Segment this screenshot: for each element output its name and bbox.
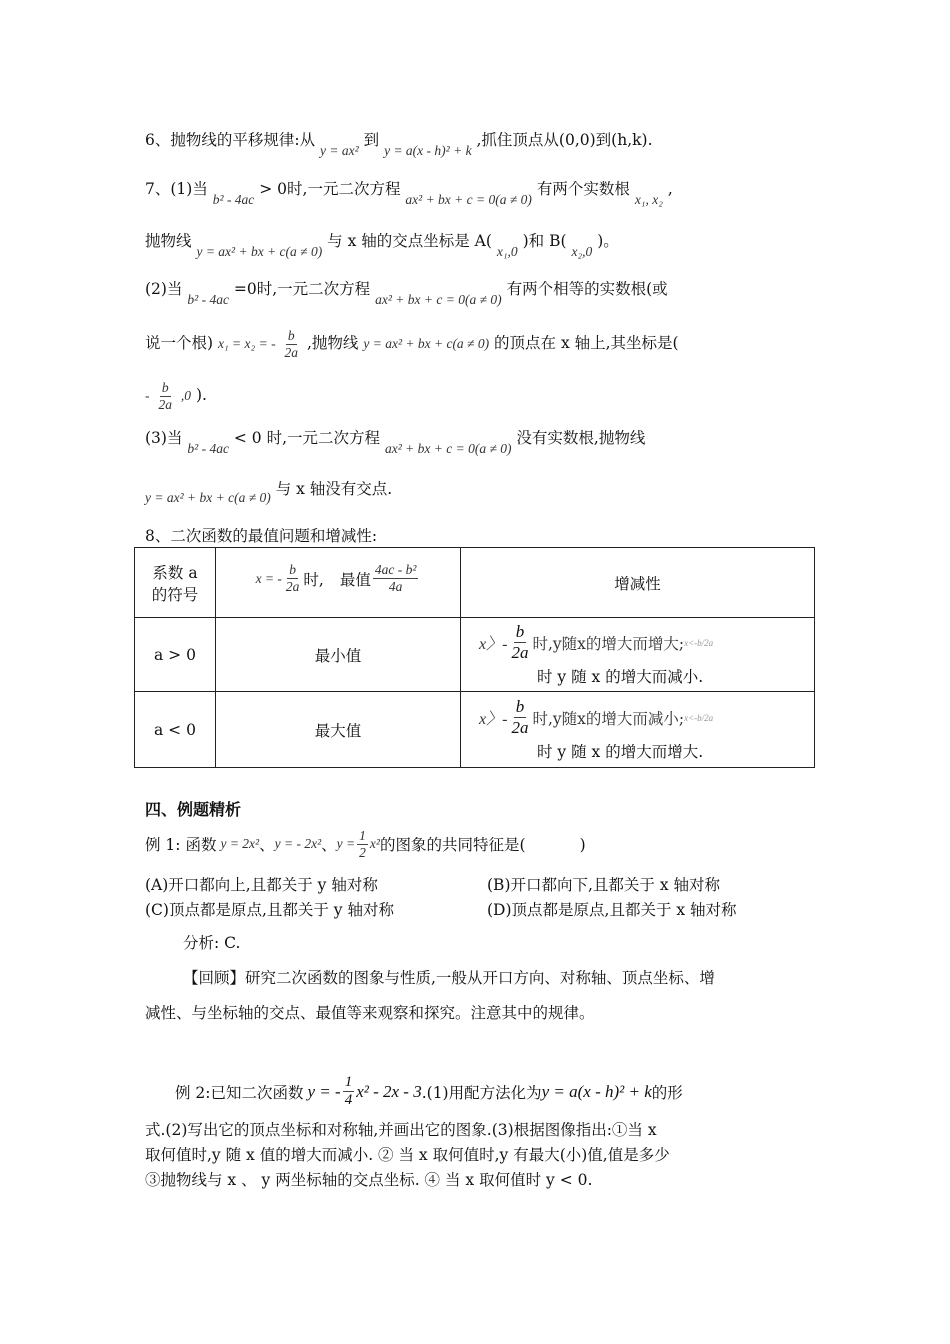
option-b: (B)开口都向下,且都关于 x 轴对称 [487,876,721,894]
text: 的形 [651,1083,683,1102]
text: )和 B( [522,232,567,250]
text: (3)当 [145,429,183,447]
denominator: 2a [511,643,529,662]
formula: y = - 2x² [274,836,322,852]
formula: y = a(x - h)² + k [541,1081,652,1101]
header-text: 增减性 [614,574,661,593]
formula: x〉- [479,711,508,728]
cell [135,618,216,692]
formula: y = a(x - h)² + k [384,143,472,158]
text: , [667,180,673,198]
text: 有两个实数根 [536,180,630,198]
formula: x₁ = x₂ = - [218,336,276,352]
point-7-1b [145,229,619,259]
formula: x₁,0 [496,244,518,259]
text: ). [195,386,207,405]
denominator: 2a [511,718,529,737]
cell-text: x<-b/2a [684,712,714,723]
point-7-3b [145,477,393,505]
example-2-line-3: 取何值时,y 随 x 值的增大而减小. ② 当 x 取何值时,y 有最大(小)值,值是多少 [145,1146,670,1164]
formula: b² - 4ac [187,292,229,307]
numerator: 4ac - b² [374,562,417,578]
header-cell [216,548,461,618]
text: < 0 时,一元二次方程 [233,429,381,447]
formula: ax² + bx + c = 0(a ≠ 0) [405,192,532,207]
denominator: 4a [388,579,403,594]
formula: y = [336,836,356,852]
formula: x₁, x₂ [634,192,663,207]
example-2 [175,1074,683,1110]
header-cell [461,548,815,618]
text: 8、二次函数的最值问题和增减性: [145,527,378,545]
formula: y = ax² [320,143,359,158]
point-8-title [145,524,377,546]
text: )。 [597,232,619,250]
formula: y = ax² + bx + c(a ≠ 0) [145,490,271,505]
text: 7、(1)当 [145,180,208,198]
numerator: b [515,697,525,717]
text: 与 x 轴的交点坐标是 A( [327,232,492,250]
denominator: 2a [285,579,300,594]
formula: ,0 [180,388,191,404]
text: ,抓住顶点从(0,0)到(h,k). [476,131,653,149]
text: 抛物线 [145,232,192,250]
numerator: b [289,562,297,578]
table-row [135,618,815,692]
text: > 0时,一元二次方程 [259,180,401,198]
formula: y = 2x² [220,836,260,852]
header-text: 最值 [339,570,371,589]
text: 6、抛物线的平移规律:从 [145,131,316,149]
point-6 [145,128,653,158]
formula: x = - [255,570,282,586]
text: 的图象的共同特征是( ) [379,836,586,855]
text: 的顶点在 x 轴上,其坐标是( [494,334,679,353]
point-7-2 [145,277,668,307]
cell-text: x<-b/2a [684,637,714,648]
text: .(1)用配方法化为 [421,1083,542,1102]
text: =0时,一元二次方程 [233,280,371,298]
formula: b² - 4ac [212,192,255,207]
point-7-1 [145,177,673,207]
formula: x² - 2x - 3 [356,1081,422,1101]
example-2-line-2: 式.(2)写出它的顶点坐标和对称轴,并画出它的图象.(3)根据图像指出:①当 x [145,1121,657,1139]
formula: y = - [307,1081,341,1101]
formula: ax² + bx + c = 0(a ≠ 0) [375,292,502,307]
header-text: 的符号 [151,585,199,604]
text: 与 x 轴没有交点. [275,480,393,498]
option-d: (D)顶点都是原点,且都关于 x 轴对称 [487,901,737,919]
denominator: 4 [344,1092,353,1109]
cell [216,618,461,692]
formula: b² - 4ac [187,441,229,456]
formula: x² [369,836,380,852]
text: 有两个相等的实数根(或 [506,280,668,298]
cell-text: a > 0 [154,645,196,664]
text: 、 [321,836,337,855]
option-c: (C)顶点都是原点,且都关于 y 轴对称 [145,901,394,919]
fraction [357,828,368,860]
text: 、 [259,836,275,855]
section-heading [145,797,241,820]
fraction [509,697,530,737]
numerator: 1 [343,1074,355,1092]
cell [135,692,216,768]
header-text: 系数 a [152,563,198,582]
formula: x〉- [479,636,508,653]
point-7-3 [145,426,646,456]
cell-text: a < 0 [154,720,196,739]
fraction [509,622,530,662]
cell [216,692,461,768]
formula: ax² + bx + c = 0(a ≠ 0) [384,441,512,456]
fraction [373,562,419,594]
option-a: (A)开口都向上,且都关于 y 轴对称 [145,876,378,894]
fraction [156,380,174,412]
text: (2)当 [145,280,183,298]
cell-text: 时 y 随 x 的增大而增大. [537,742,704,761]
numerator: b [287,328,295,343]
text: 例 2:已知二次函数 [175,1083,304,1102]
table-row [135,548,815,618]
cell-text: 最大值 [314,721,362,740]
text: 没有实数根,抛物线 [516,429,646,447]
header-cell [135,548,216,618]
cell [461,618,815,692]
numerator: 1 [359,828,366,843]
formula: - [145,388,150,404]
point-7-2b [145,328,679,360]
denominator: 2 [359,844,366,860]
formula: y = ax² + bx + c(a ≠ 0) [196,244,323,259]
text: 到 [363,131,380,149]
formula: y = ax² + bx + c(a ≠ 0) [363,336,490,352]
formula: x₂,0 [571,244,593,259]
point-7-2c [145,380,207,412]
denominator: 2a [158,396,172,412]
text: ,抛物线 [306,334,359,353]
fraction [283,328,301,360]
denominator: 2a [284,344,299,360]
cell-text: 时 y 随 x 的增大而减小. [537,667,704,686]
cell [461,692,815,768]
cell-text: 最小值 [314,646,362,665]
section-title: 四、例题精析 [145,800,242,819]
table-row [135,692,815,768]
cell-text: 时,y随x的增大而增大; [532,634,685,653]
max-min-table [134,547,815,768]
fraction [343,1074,355,1110]
review-line-2: 减性、与坐标轴的交点、最值等来观察和探究。注意其中的规律。 [145,1004,595,1022]
cell-text: 时,y随x的增大而减小; [532,709,685,728]
numerator: b [515,622,525,642]
text: 例 1: 函数 [145,836,217,855]
analysis: 分析: C. [183,934,241,952]
review-line-1: 【回顾】研究二次函数的图象与性质,一般从开口方向、对称轴、顶点坐标、增 [183,969,715,987]
header-text: 时, [303,570,324,589]
example-2-line-4: ③抛物线与 x 、 y 两坐标轴的交点坐标. ④ 当 x 取何值时 y < 0. [145,1171,593,1189]
text: 说一个根) [145,334,214,353]
example-1 [145,828,586,860]
fraction [284,562,302,594]
numerator: b [161,380,169,395]
